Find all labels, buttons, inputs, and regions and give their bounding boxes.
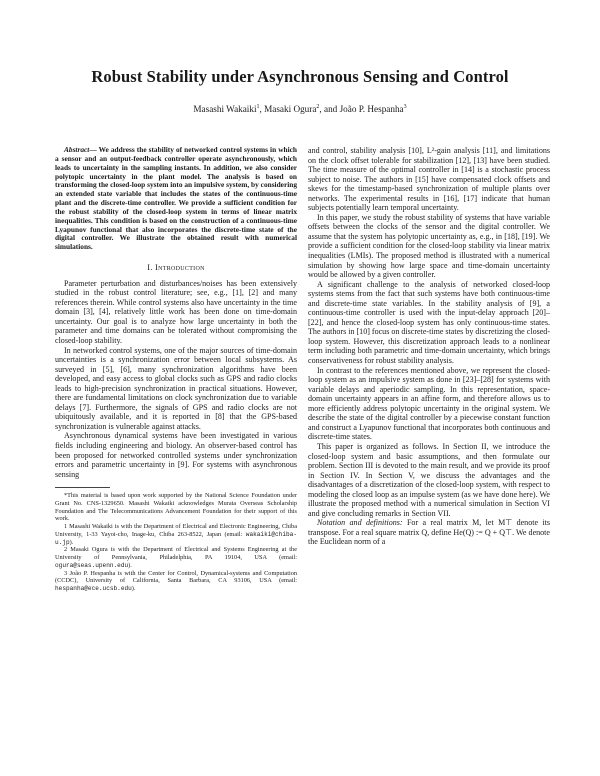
email-link[interactable]: wakaiki@chiba-u.jp bbox=[55, 530, 297, 546]
notation-label: Notation and definitions: bbox=[317, 518, 403, 528]
section-heading: I. Introduction bbox=[147, 263, 205, 273]
footnote-text: 1 Masashi Wakaiki is with the Department of Electrical and Electronic Engineering, Chiba University, 1-33 Yayoi-cho, Inage-ku, Chiba 263-8522, Japan (email: bbox=[55, 523, 297, 538]
footnote-text: 2 Masaki Ogura is with the Department of Electrical and Systems Engineering at the University of Pennsylvania, Philadelphia, PA 19104, USA (email: bbox=[55, 546, 297, 562]
author-name: Masashi Wakaiki bbox=[193, 104, 257, 115]
abstract-label: Abstract bbox=[64, 145, 90, 154]
body-paragraph: A significant challenge to the analysis of networked closed-loop systems stems from the fact that such systems have both continuous-time and discrete-time state variables. In the stability analysis of [9], a continuous-time controller is used with the input-delay approach [20]–[22], and hence the closed-loop system has only continuous-time states. The authors in [10] focus on discrete-time states by discretizing the closed-loop system. However, this discretization approach leads to a nonlinear term including both parametric and time-domain uncertainty, which brings conservativeness for robust stability analysis. bbox=[308, 279, 551, 366]
email-link[interactable]: hespanha@ece.ucsb.edu bbox=[55, 585, 132, 593]
body-paragraph: Parameter perturbation and disturbances/noises has been extensively studied in the robust control literature; see, e.g., [1], [2] and many references therein. While control systems also have uncertainty in the time domain [3], [4], relatively little work has been done on time-domain uncertainty. Our goal is to analyze how large uncertainty in both the parameter and time domains can be tolerated without compromising the closed-loop stability. bbox=[55, 278, 297, 345]
email-link[interactable]: ogura@seas.upenn.edu bbox=[55, 561, 129, 569]
body-paragraph: Asynchronous dynamical systems have been investigated in various fields including engineering and biology. An observer-based control has been proposed for networked controlled systems under synchronization errors and parametric uncertainty in [9]. For systems with asynchronous sensing bbox=[55, 431, 297, 479]
footnote bbox=[55, 546, 297, 569]
paper-title: Robust Stability under Asynchronous Sensing and Control bbox=[91, 67, 509, 86]
footnote bbox=[55, 570, 297, 593]
footnote-rule bbox=[55, 487, 110, 488]
body-paragraph: In networked control systems, one of the major sources of time-domain uncertainties is a synchronization error between local subsystems. As surveyed in [5], [6], many synchronization algorithms have been developed, and easy access to global clocks such as GPS and radio clocks leads to high-precision synchronization in practical situations. However, there are fundamental limitations on clock synchronization due to variable delays [7]. Furthermore, the signals of GPS and radio clocks are not ubiquitously available, and it is reported in [8] that the GPS-based synchronization is vulnerable against attacks. bbox=[55, 345, 297, 431]
abstract-text: We address the stability of networked control systems in which a sensor and an output-feedback controller operate asynchronously, which leads to uncertainty in the sampling instants. In addition, we also consider polytopic uncertainty in the plant model. The analysis is based on transforming the closed-loop system into an impulsive system, by considering an extended state variable that includes the states of the continuous-time plant and the discrete-time controller. We provide a sufficient condition for the robust stability of the closed-loop system in terms of linear matrix inequalities. This condition is based on the construction of a continuous-time Lyapunov functional that also incorporates the discrete-time state of the digital controller. We illustrate the obtained result with numerical simulations. bbox=[55, 145, 297, 252]
author-name: João P. Hespanha bbox=[339, 104, 404, 115]
author-line bbox=[0, 104, 600, 114]
notation-paragraph bbox=[308, 518, 550, 547]
author-separator: , and bbox=[319, 104, 340, 115]
footnote-tail: ). bbox=[128, 561, 132, 569]
author-mark: 1 bbox=[256, 104, 260, 110]
right-column bbox=[308, 146, 550, 547]
footnote-text: 3 João P. Hespanha is with the Center for Control, Dynamical-systems and Computation (CCDC), University of California, Santa Barbara, CA 93106, USA (email: bbox=[55, 569, 297, 585]
footnote-tail: ). bbox=[69, 538, 74, 546]
author-name: Masaki Ogura bbox=[264, 104, 317, 115]
author-separator: , bbox=[259, 104, 265, 115]
body-paragraph: This paper is organized as follows. In Section II, we introduce the closed-loop system and basic assumptions, and then formulate our problem. Section III is devoted to the main result, and we provide its proof in Section IV. In Section V, we discuss the advantages and the disadvantages of a discretization of the closed-loop system, with respect to modeling the closed loop as an impulse system (as we have done here). We illustrate the proposed method with a numerical simulation in Section VI and give concluding remarks in Section VII. bbox=[308, 441, 550, 518]
left-column bbox=[55, 146, 297, 593]
abstract-dash: — bbox=[89, 145, 99, 154]
author-mark: 2 bbox=[316, 104, 320, 110]
body-paragraph: In this paper, we study the robust stability of systems that have variable offsets between the clocks of the sensor and the digital controller. We assume that the system has polytopic uncertainty as, e.g., in [18], [19]. We provide a sufficient condition for the closed-loop stability via linear matrix inequalities (LMIs). The proposed method is illustrated with a numerical simulation by showing how large space and time-domain uncertainty would be allowed by a given controller. bbox=[308, 212, 550, 280]
footnote: *This material is based upon work supported by the National Science Foundation under Grant No. CNS-1329650. Masashi Wakaiki acknowledges Murata Overseas Scholarship Foundation and The Telecommunications Advancement Foundation for their support of this work. bbox=[55, 492, 297, 523]
author-mark: 3 bbox=[403, 104, 407, 110]
body-paragraph: In contrast to the references mentioned above, we represent the closed-loop system as an impulsive system as done in [23]–[28] for systems with variable delays and aperiodic sampling. In this representation, space-domain uncertainty appears in an affine form, and therefore allows us to more efficiently address polytopic uncertainty in the original system. We describe the state of the digital controller by a piecewise constant function and construct a Lyapunov functional that incorporates both continuous and discrete-time states. bbox=[308, 365, 550, 442]
abstract bbox=[55, 146, 297, 252]
footnote-tail: ). bbox=[131, 585, 136, 593]
body-paragraph: and control, stability analysis [10], L²-gain analysis [11], and limitations on the clock offset tolerable for stabilization [12], [13] have been studied. The time measure of the optimal controller in [14] is a stochastic process subject to noise. The authors in [15] have compensated clock offsets and skews for the timestamp-based synchronization of multiple plants over networks. The experimental results in [16], [17] indicate that human subjects potentially learn temporal uncertainty. bbox=[308, 146, 550, 213]
notation-text: For a real matrix M, let M⊤ denote its transpose. For a real square matrix Q, define He(Q) := Q + Q⊤. We denote the Euclidean norm of a bbox=[308, 518, 550, 547]
footnote bbox=[55, 523, 297, 546]
